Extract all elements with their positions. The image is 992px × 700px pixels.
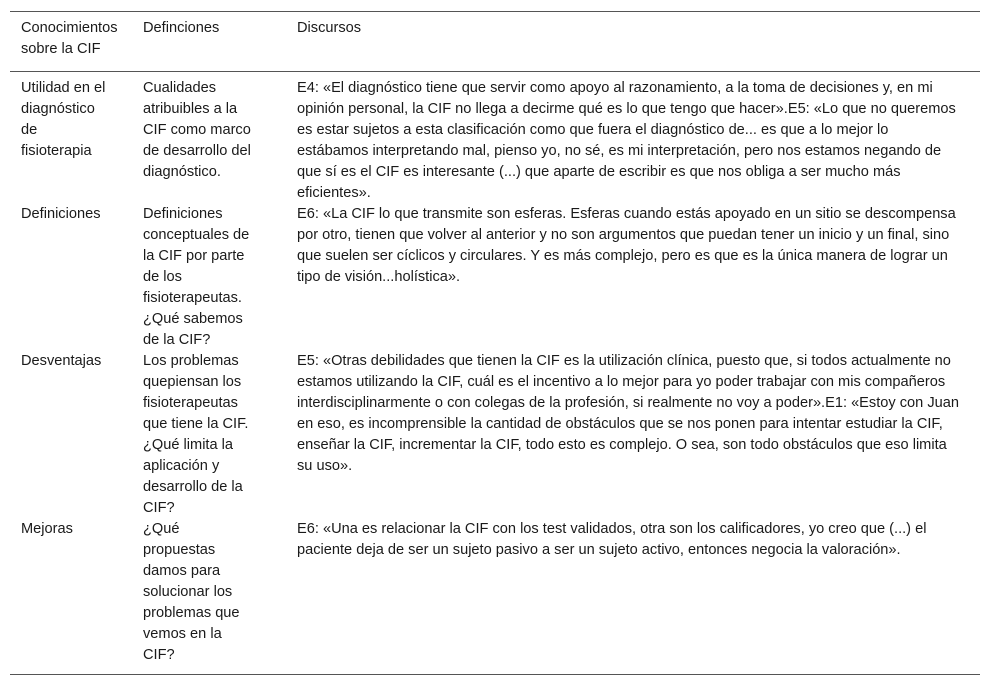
cell-definicion: Los problemas quepiensan los fisioterapeutas que tiene la CIF. ¿Qué limita la aplicación y desarrollo de la CIF? bbox=[143, 353, 249, 516]
table-header bbox=[10, 12, 980, 72]
table-row bbox=[10, 204, 980, 351]
header-discursos: Discursos bbox=[297, 20, 362, 36]
cif-knowledge-table bbox=[10, 11, 980, 675]
cell-definicion: Cualidades atribuibles a la CIF como marco de desarrollo del diagnóstico. bbox=[143, 80, 251, 180]
header-row bbox=[10, 12, 980, 72]
cell-conocimiento: Mejoras bbox=[21, 521, 73, 537]
header-definiciones: Definciones bbox=[143, 20, 220, 36]
header-conocimientos: Conocimientos sobre la CIF bbox=[21, 20, 118, 57]
cell-conocimiento: Definiciones bbox=[21, 206, 101, 222]
cell-discurso: E5: «Otras debilidades que tienen la CIF es la utilización clínica, puesto que, si todos actualmente no estamos utilizando la CIF, cuál es el incentivo a lo mejor para yo poder trabajar con mis compañeros interdisciplinarmente o con colegas de la profesión, si realmente no voy a poder».E1: «Estoy con Juan en eso, es incomprensible la cantidad de obstáculos que se nos ponen para intentar estudiar la CIF, enseñar la CIF, incrementar la CIF, todo esto es complejo. O sea, son todo obstáculos que eso limita su uso». bbox=[297, 353, 959, 474]
table-row bbox=[10, 72, 980, 205]
cell-conocimiento: Desventajas bbox=[21, 353, 102, 369]
cell-discurso: E4: «El diagnóstico tiene que servir como apoyo al razonamiento, a la toma de decisiones y, en mi opinión personal, la CIF no llega a decirme qué es lo que tengo que hacer».E5: «Lo que no queremos es estar sujetos a esta clasificación como que fuera el diagnóstico de... es que a lo mejor lo estábamos interpretando mal, pienso yo, no sé, es mi interpretación, pero nos estamos negando de que sí es el CIF es interesante (...) que aparte de escribir es que nos obliga a ser mucho más eficientes». bbox=[297, 80, 956, 201]
cell-discurso: E6: «Una es relacionar la CIF con los test validados, otra son los calificadores, yo creo que (...) el paciente deja de ser un sujeto pasivo a ser un sujeto activo, entonces negocia la valoración». bbox=[297, 521, 927, 558]
table-row bbox=[10, 351, 980, 519]
table-row bbox=[10, 519, 980, 675]
cell-definicion: ¿Qué propuestas damos para solucionar los problemas que vemos en la CIF? bbox=[143, 521, 240, 663]
cell-definicion: Definiciones conceptuales de la CIF por parte de los fisioterapeutas. ¿Qué sabemos de la CIF? bbox=[143, 206, 250, 348]
table-body bbox=[10, 72, 980, 675]
cell-conocimiento: Utilidad en el diagnóstico de fisioterapia bbox=[21, 80, 106, 159]
cif-table-container bbox=[10, 11, 980, 675]
cell-discurso: E6: «La CIF lo que transmite son esferas. Esferas cuando estás apoyado en un sitio se descompensa por otro, tienen que volver al anterior y no son argumentos que puedan tener un inicio y un final, sino que suelen ser cíclicos y circulares. Y es más complejo, pero es que es la única manera de lograr un tipo de visión...holística». bbox=[297, 206, 956, 285]
